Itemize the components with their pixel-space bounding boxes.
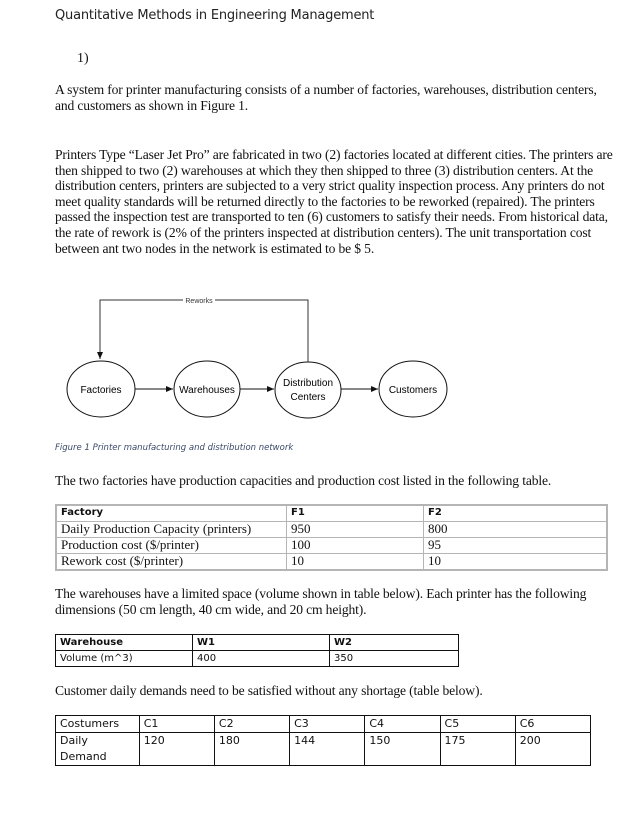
svg-text:Warehouses: Warehouses — [179, 385, 235, 396]
header-cell: C2 — [214, 716, 289, 733]
table-header-row — [56, 635, 459, 651]
table-cell: 175 — [440, 733, 515, 766]
customer-table — [55, 715, 591, 766]
header-cell: Costumers — [56, 716, 140, 733]
table-cell: 144 — [290, 733, 365, 766]
table-header-row — [56, 716, 591, 733]
table-row — [56, 651, 459, 667]
warehouse-table — [55, 634, 459, 667]
table-cell: 100 — [287, 538, 424, 554]
table-cell: 150 — [365, 733, 440, 766]
factories-intro: The two factories have production capacities and production cost listed in the following table. — [55, 473, 552, 488]
rework-label: Reworks — [185, 298, 213, 305]
description-paragraph: Printers Type “Laser Jet Pro” are fabricated in two (2) factories located at different cities. The printers are then shipped to two (2) warehouses at which they then shipped to three (3) distribution centers. At the distribution centers, printers are subjected to a very strict quality inspection process. Any printers do not meet quality standards will be returned directly to the factories to be reworked (repaired). The printers passed the inspection test are transported to ten (6) customers to satisfy their needs. From historical data, the rate of rework is (2% of the printers inspected at distribution centers). The unit transportation cost between ant two nodes in the network is estimated to be $ 5. — [55, 147, 613, 256]
table-cell: Daily Demand — [56, 733, 140, 766]
table-cell: 10 — [424, 554, 608, 571]
figure-caption: Figure 1 Printer manufacturing and distribution network — [55, 443, 294, 453]
document-header: Quantitative Methods in Engineering Management — [55, 8, 375, 23]
node-warehouses — [174, 361, 240, 417]
table-row — [56, 554, 607, 571]
factory-table — [55, 504, 608, 571]
table-row — [56, 522, 607, 538]
table-cell: 800 — [424, 522, 608, 538]
table-row — [56, 538, 607, 554]
table-cell: Volume (m^3) — [56, 651, 193, 667]
table-cell: 95 — [424, 538, 608, 554]
question-number: 1) — [77, 51, 89, 66]
svg-text:Distribution: Distribution — [282, 378, 334, 389]
svg-text:Factories: Factories — [80, 385, 122, 396]
table-cell: 200 — [515, 733, 590, 766]
table-cell: Production cost ($/printer) — [56, 538, 287, 554]
node-factories — [67, 361, 135, 417]
header-cell: C3 — [290, 716, 365, 733]
table-header-row — [56, 505, 607, 522]
header-cell: C1 — [139, 716, 214, 733]
node-customers — [379, 361, 447, 417]
rework-arrow — [100, 295, 308, 362]
svg-text:Customers: Customers — [388, 385, 438, 396]
svg-text:Centers: Centers — [290, 392, 326, 403]
header-cell: Warehouse — [56, 635, 193, 651]
header-cell: C4 — [365, 716, 440, 733]
customers-intro: Customer daily demands need to be satisfied without any shortage (table below). — [55, 683, 483, 698]
table-cell: 10 — [287, 554, 424, 571]
table-cell: Rework cost ($/printer) — [56, 554, 287, 571]
header-cell: C5 — [440, 716, 515, 733]
network-diagram — [55, 282, 485, 442]
table-row — [56, 733, 591, 766]
header-cell: F1 — [287, 505, 424, 522]
warehouses-intro: The warehouses have a limited space (volume shown in table below). Each printer has the following dimensions (50 cm length, 40 cm wide, and 20 cm height). — [55, 586, 587, 617]
intro-paragraph: A system for printer manufacturing consists of a number of factories, warehouses, distribution centers, and customers as shown in Figure 1. — [55, 82, 597, 113]
header-cell: W2 — [330, 635, 459, 651]
header-cell: Factory — [56, 505, 287, 522]
table-cell: 400 — [193, 651, 330, 667]
table-cell: 120 — [139, 733, 214, 766]
table-cell: 950 — [287, 522, 424, 538]
table-cell: 350 — [330, 651, 459, 667]
header-cell: C6 — [515, 716, 590, 733]
table-cell: Daily Production Capacity (printers) — [56, 522, 287, 538]
header-cell: F2 — [424, 505, 608, 522]
node-distribution-centers — [275, 362, 341, 418]
table-cell: 180 — [214, 733, 289, 766]
header-cell: W1 — [193, 635, 330, 651]
